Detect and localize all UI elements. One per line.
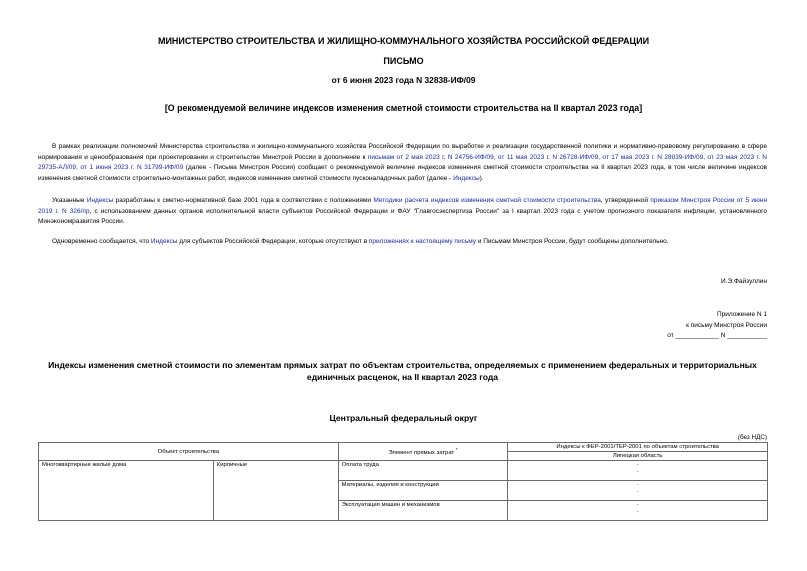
indices-table — [38, 442, 768, 521]
appendix-date-number: от ____________ N ___________ — [667, 332, 767, 339]
header-indices: Индексы к ФЕР-2001/ТЕР-2001 по объектам строительства — [508, 443, 768, 452]
cell-element: Оплата труда — [338, 461, 508, 481]
link-previous-letters[interactable]: письмам от 2 мая 2023 г. N 24756-ИФ/09, от 11 мая 2023 г. N 26728-ИФ/09, от 17 мая 2023 г. N 28039-ИФ/09, от 23 мая 2023 г. N 29735-АЛ/09, от 1 июня 2023 г. N 31799-ИФ/09 — [38, 153, 767, 172]
table-header-row — [39, 443, 768, 452]
cell-value: - - — [508, 461, 768, 481]
ministry-name: МИНИСТЕРСТВО СТРОИТЕЛЬСТВА И ЖИЛИЩНО-КОММУНАЛЬНОГО ХОЗЯЙСТВА РОССИЙСКОЙ ФЕДЕРАЦИИ — [157, 36, 650, 46]
appendix-reference: к письму Минстроя России — [686, 321, 767, 329]
paragraph-1: В рамках реализации полномочий Министерства строительства и жилищно-коммунального хозяйства Российской Федерации по выработке и реализации государственной политики и нормативно-правовому регулированию в сфере нормирования и ценообразования при проектировании и строительстве Минстрой России в дополнение к письмам от 2 мая 2023 г. N 24756-ИФ/09, от 11 мая 2023 г. N 26728-ИФ/09, от 17 мая 2023 г. N 28039-ИФ/09, от 23 мая 2023 г. N 29735-АЛ/09, от 1 июня 2023 г. N 31799-ИФ/09 (далее - Письма Минстроя России) сообщает о рекомендуемой величине индексов изменения сметной стоимости строительства на II квартал 2023 года, в том числе величине индексов изменения сметной стоимости строительно-монтажных работ, индексов изменения сметной стоимости пусконаладочных работ (далее - Индексы). — [38, 143, 767, 182]
table-row — [39, 461, 768, 481]
footnote-marker: * — [455, 447, 458, 453]
cell-value: - - — [508, 481, 768, 501]
link-methodology[interactable]: Методики расчета индексов изменения сметной стоимости строительства — [373, 197, 601, 204]
document-date-number: от 6 июня 2023 года N 32838-ИФ/09 — [331, 75, 476, 85]
cell-element: Материалы, изделия и конструкции — [338, 481, 508, 501]
paragraph-2: Указанные Индексы разработаны к сметно-нормативной базе 2001 года в соответствии с положениями Методики расчета индексов изменения сметной стоимости строительства, утвержденной приказом Минстроя России от 5 июня 2019 г. N 326/пр, с использованием данных органов исполнительной власти субъектов Российской Федерации и ФАУ "Главгосэкспертиза России" за I квартал 2023 года с учетом прогнозного показателя инфляции, установленного Минэкономразвития России. — [38, 197, 768, 226]
link-indices-3[interactable]: Индексы — [150, 238, 178, 245]
header-element: Элемент прямых затрат * — [338, 443, 508, 461]
paragraph-3: Одновременно сообщается, что Индексы для субъектов Российской Федерации, которые отсутствуют в приложениях к настоящему письму и Письмам Минстроя России, будут сообщены дополнительно. — [52, 238, 669, 245]
appendix-header — [667, 310, 767, 342]
document-type: ПИСЬМО — [383, 56, 424, 66]
signature: И.Э.Файзуллин — [721, 278, 767, 285]
cell-material: Кирпичные — [213, 461, 338, 521]
cell-object-name: Многоквартирные жилые дома — [39, 461, 214, 521]
appendix-number: Приложение N 1 — [716, 311, 767, 318]
link-indices-2[interactable]: Индексы — [86, 197, 114, 204]
link-order[interactable]: приказом Минстроя России от 5 июня 2019 г. N 326/пр — [38, 197, 768, 215]
annex-title: Индексы изменения сметной стоимости по элементам прямых затрат по объектам строительства, определяемых с применением федеральных и территориальных единичных расценок, на II квартал 2023 года — [48, 360, 757, 382]
document-subject: [О рекомендуемой величине индексов изменения сметной стоимости строительства на II квартал 2023 года] — [164, 103, 643, 113]
cell-value: - - — [508, 501, 768, 521]
link-indices[interactable]: Индексы — [453, 174, 480, 182]
vat-note: (без НДС) — [737, 434, 767, 441]
district-title: Центральный федеральный округ — [329, 413, 478, 423]
cell-element: Эксплуатация машин и механизмов — [338, 501, 508, 521]
link-appendices[interactable]: приложениях к настоящему письму — [368, 238, 477, 245]
header-object: Объект строительства — [39, 443, 339, 461]
header-region: Липецкая область — [508, 452, 768, 461]
